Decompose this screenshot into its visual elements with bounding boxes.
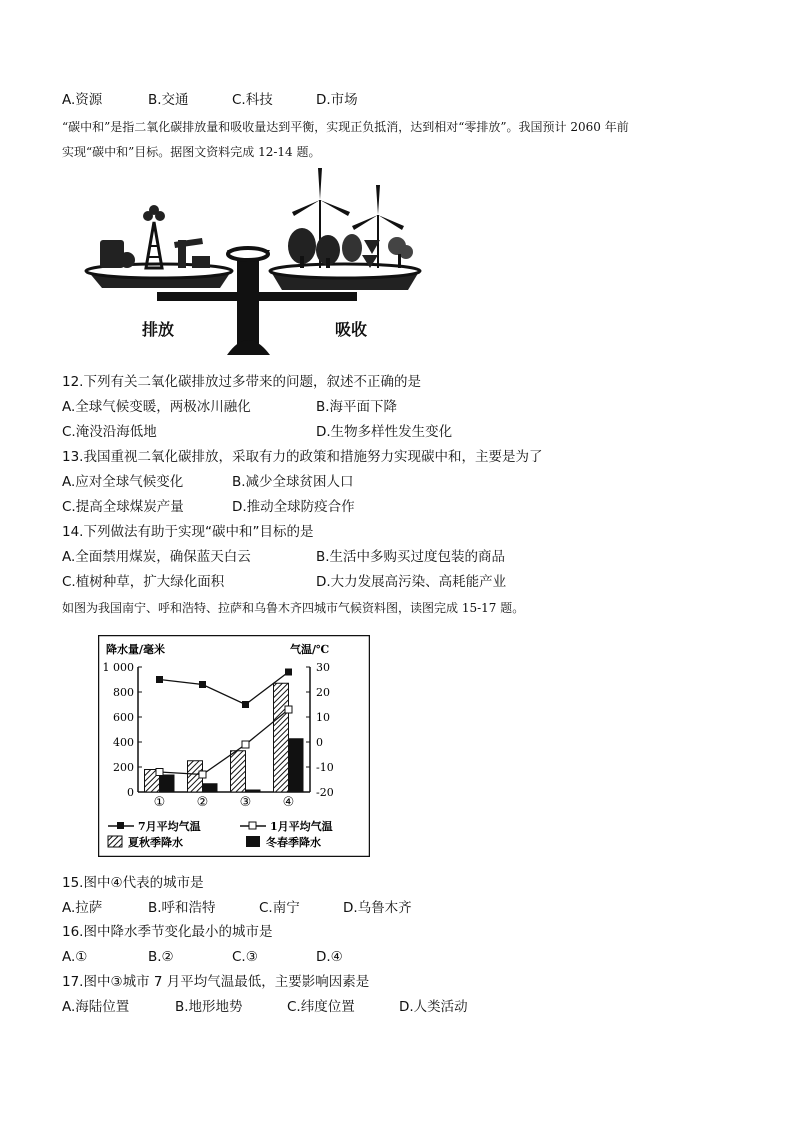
category-label: ② bbox=[196, 795, 209, 810]
legend-summer-swatch bbox=[108, 836, 122, 847]
q12-stem: 12.下列有关二氧化碳排放过多带来的问题，叙述不正确的是 bbox=[62, 374, 421, 390]
q15-option-a: A.拉萨 bbox=[62, 900, 103, 916]
category-label: ④ bbox=[282, 795, 295, 810]
q14-option-a: A.全面禁用煤炭，确保蓝天白云 bbox=[62, 549, 251, 565]
carbon-balance-figure bbox=[82, 160, 427, 365]
legend-winter: 冬春季降水 bbox=[266, 836, 321, 849]
july-temp-point bbox=[199, 681, 206, 688]
right-tick-label: -20 bbox=[316, 786, 334, 799]
q16-option-b: B.② bbox=[148, 949, 174, 965]
legend-jan-marker bbox=[249, 822, 256, 829]
july-temp-point bbox=[285, 669, 292, 676]
winter-precip-bar bbox=[289, 738, 304, 792]
q15-stem: 15.图中④代表的城市是 bbox=[62, 875, 204, 891]
q17-option-a: A.海陆位置 bbox=[62, 999, 130, 1015]
q16-option-c: C.③ bbox=[232, 949, 258, 965]
q13-stem: 13.我国重视二氧化碳排放，采取有力的政策和措施努力实现碳中和，主要是为了 bbox=[62, 449, 543, 465]
q13-option-c: C.提高全球煤炭产量 bbox=[62, 499, 184, 515]
summer-precip-bar bbox=[274, 683, 289, 792]
q11-option-c: C.科技 bbox=[232, 92, 273, 108]
q11-option-b: B.交通 bbox=[148, 92, 189, 108]
absorption-label: 吸收 bbox=[335, 320, 368, 339]
jan-temp-point bbox=[242, 741, 249, 748]
q12-option-b: B.海平面下降 bbox=[316, 399, 398, 415]
right-axis-label: 气温/℃ bbox=[290, 643, 330, 656]
q13-option-b: B.减少全球贫困人口 bbox=[232, 474, 354, 490]
right-tick-label: 20 bbox=[316, 686, 330, 699]
scale-post bbox=[237, 255, 259, 355]
category-label: ③ bbox=[239, 795, 252, 810]
left-tick-label: 400 bbox=[113, 736, 134, 749]
emission-sources-icon bbox=[100, 205, 210, 268]
q15-option-d: D.乌鲁木齐 bbox=[343, 900, 412, 916]
scale-beam bbox=[157, 292, 357, 301]
q11-option-a: A.资源 bbox=[62, 92, 103, 108]
left-tick-label: 0 bbox=[127, 786, 134, 799]
q15-option-b: B.呼和浩特 bbox=[148, 900, 216, 916]
right-tick-label: 0 bbox=[316, 736, 323, 749]
summer-precip-bar bbox=[231, 751, 246, 792]
july-temp-point bbox=[242, 701, 249, 708]
q12-option-a: A.全球气候变暖，两极冰川融化 bbox=[62, 399, 251, 415]
left-tick-label: 800 bbox=[113, 686, 134, 699]
intro-paragraph-2: 如图为我国南宁、呼和浩特、拉萨和乌鲁木齐四城市气候资料图，读图完成 15-17 题。 bbox=[62, 601, 525, 615]
winter-precip-bar bbox=[160, 775, 175, 793]
carbon-sinks-icon bbox=[288, 168, 413, 268]
q17-option-b: B.地形地势 bbox=[175, 999, 243, 1015]
q14-option-c: C.植树种草，扩大绿化面积 bbox=[62, 574, 225, 590]
q17-stem: 17.图中③城市 7 月平均气温最低，主要影响因素是 bbox=[62, 974, 370, 990]
q17-option-d: D.人类活动 bbox=[399, 999, 468, 1015]
legend-summer: 夏秋季降水 bbox=[128, 836, 183, 849]
q14-option-b: B.生活中多购买过度包装的商品 bbox=[316, 549, 506, 565]
left-axis-label: 降水量/毫米 bbox=[106, 643, 166, 656]
right-tick-label: -10 bbox=[316, 761, 334, 774]
category-label: ① bbox=[153, 795, 166, 810]
jan-temp-point bbox=[156, 769, 163, 776]
q16-stem: 16.图中降水季节变化最小的城市是 bbox=[62, 924, 273, 940]
left-tick-label: 1 000 bbox=[102, 661, 134, 674]
q13-option-d: D.推动全球防疫合作 bbox=[232, 499, 355, 515]
q11-option-d: D.市场 bbox=[316, 92, 358, 108]
q13-option-a: A.应对全球气候变化 bbox=[62, 474, 184, 490]
winter-precip-bar bbox=[246, 790, 261, 793]
jan-temp-point bbox=[285, 706, 292, 713]
july-temp-point bbox=[156, 676, 163, 683]
legend-winter-swatch bbox=[246, 836, 260, 847]
scale-base bbox=[227, 340, 270, 355]
right-tick-label: 30 bbox=[316, 661, 330, 674]
legend-jan: 1月平均气温 bbox=[270, 820, 333, 833]
intro-paragraph-line-2: 实现“碳中和”目标。据图文资料完成 12-14 题。 bbox=[62, 145, 321, 159]
winter-precip-bar bbox=[203, 783, 218, 792]
climate-chart bbox=[98, 635, 370, 857]
emission-label: 排放 bbox=[142, 320, 175, 339]
q16-option-a: A.① bbox=[62, 949, 88, 965]
left-tick-label: 600 bbox=[113, 711, 134, 724]
q16-option-d: D.④ bbox=[316, 949, 343, 965]
q12-option-c: C.淹没沿海低地 bbox=[62, 424, 157, 440]
q17-option-c: C.纬度位置 bbox=[287, 999, 355, 1015]
q15-option-c: C.南宁 bbox=[259, 900, 300, 916]
q14-stem: 14.下列做法有助于实现“碳中和”目标的是 bbox=[62, 524, 314, 540]
legend-july-marker bbox=[117, 822, 124, 829]
legend-july: 7月平均气温 bbox=[138, 820, 201, 833]
q14-option-d: D.大力发展高污染、高耗能产业 bbox=[316, 574, 507, 590]
left-tick-label: 200 bbox=[113, 761, 134, 774]
right-tick-label: 10 bbox=[316, 711, 330, 724]
q12-option-d: D.生物多样性发生变化 bbox=[316, 424, 453, 440]
intro-paragraph-line-1: “碳中和”是指二氧化碳排放量和吸收量达到平衡，实现正负抵消，达到相对“零排放”。我国预计 2060 年前 bbox=[62, 120, 629, 134]
jan-temp-point bbox=[199, 771, 206, 778]
